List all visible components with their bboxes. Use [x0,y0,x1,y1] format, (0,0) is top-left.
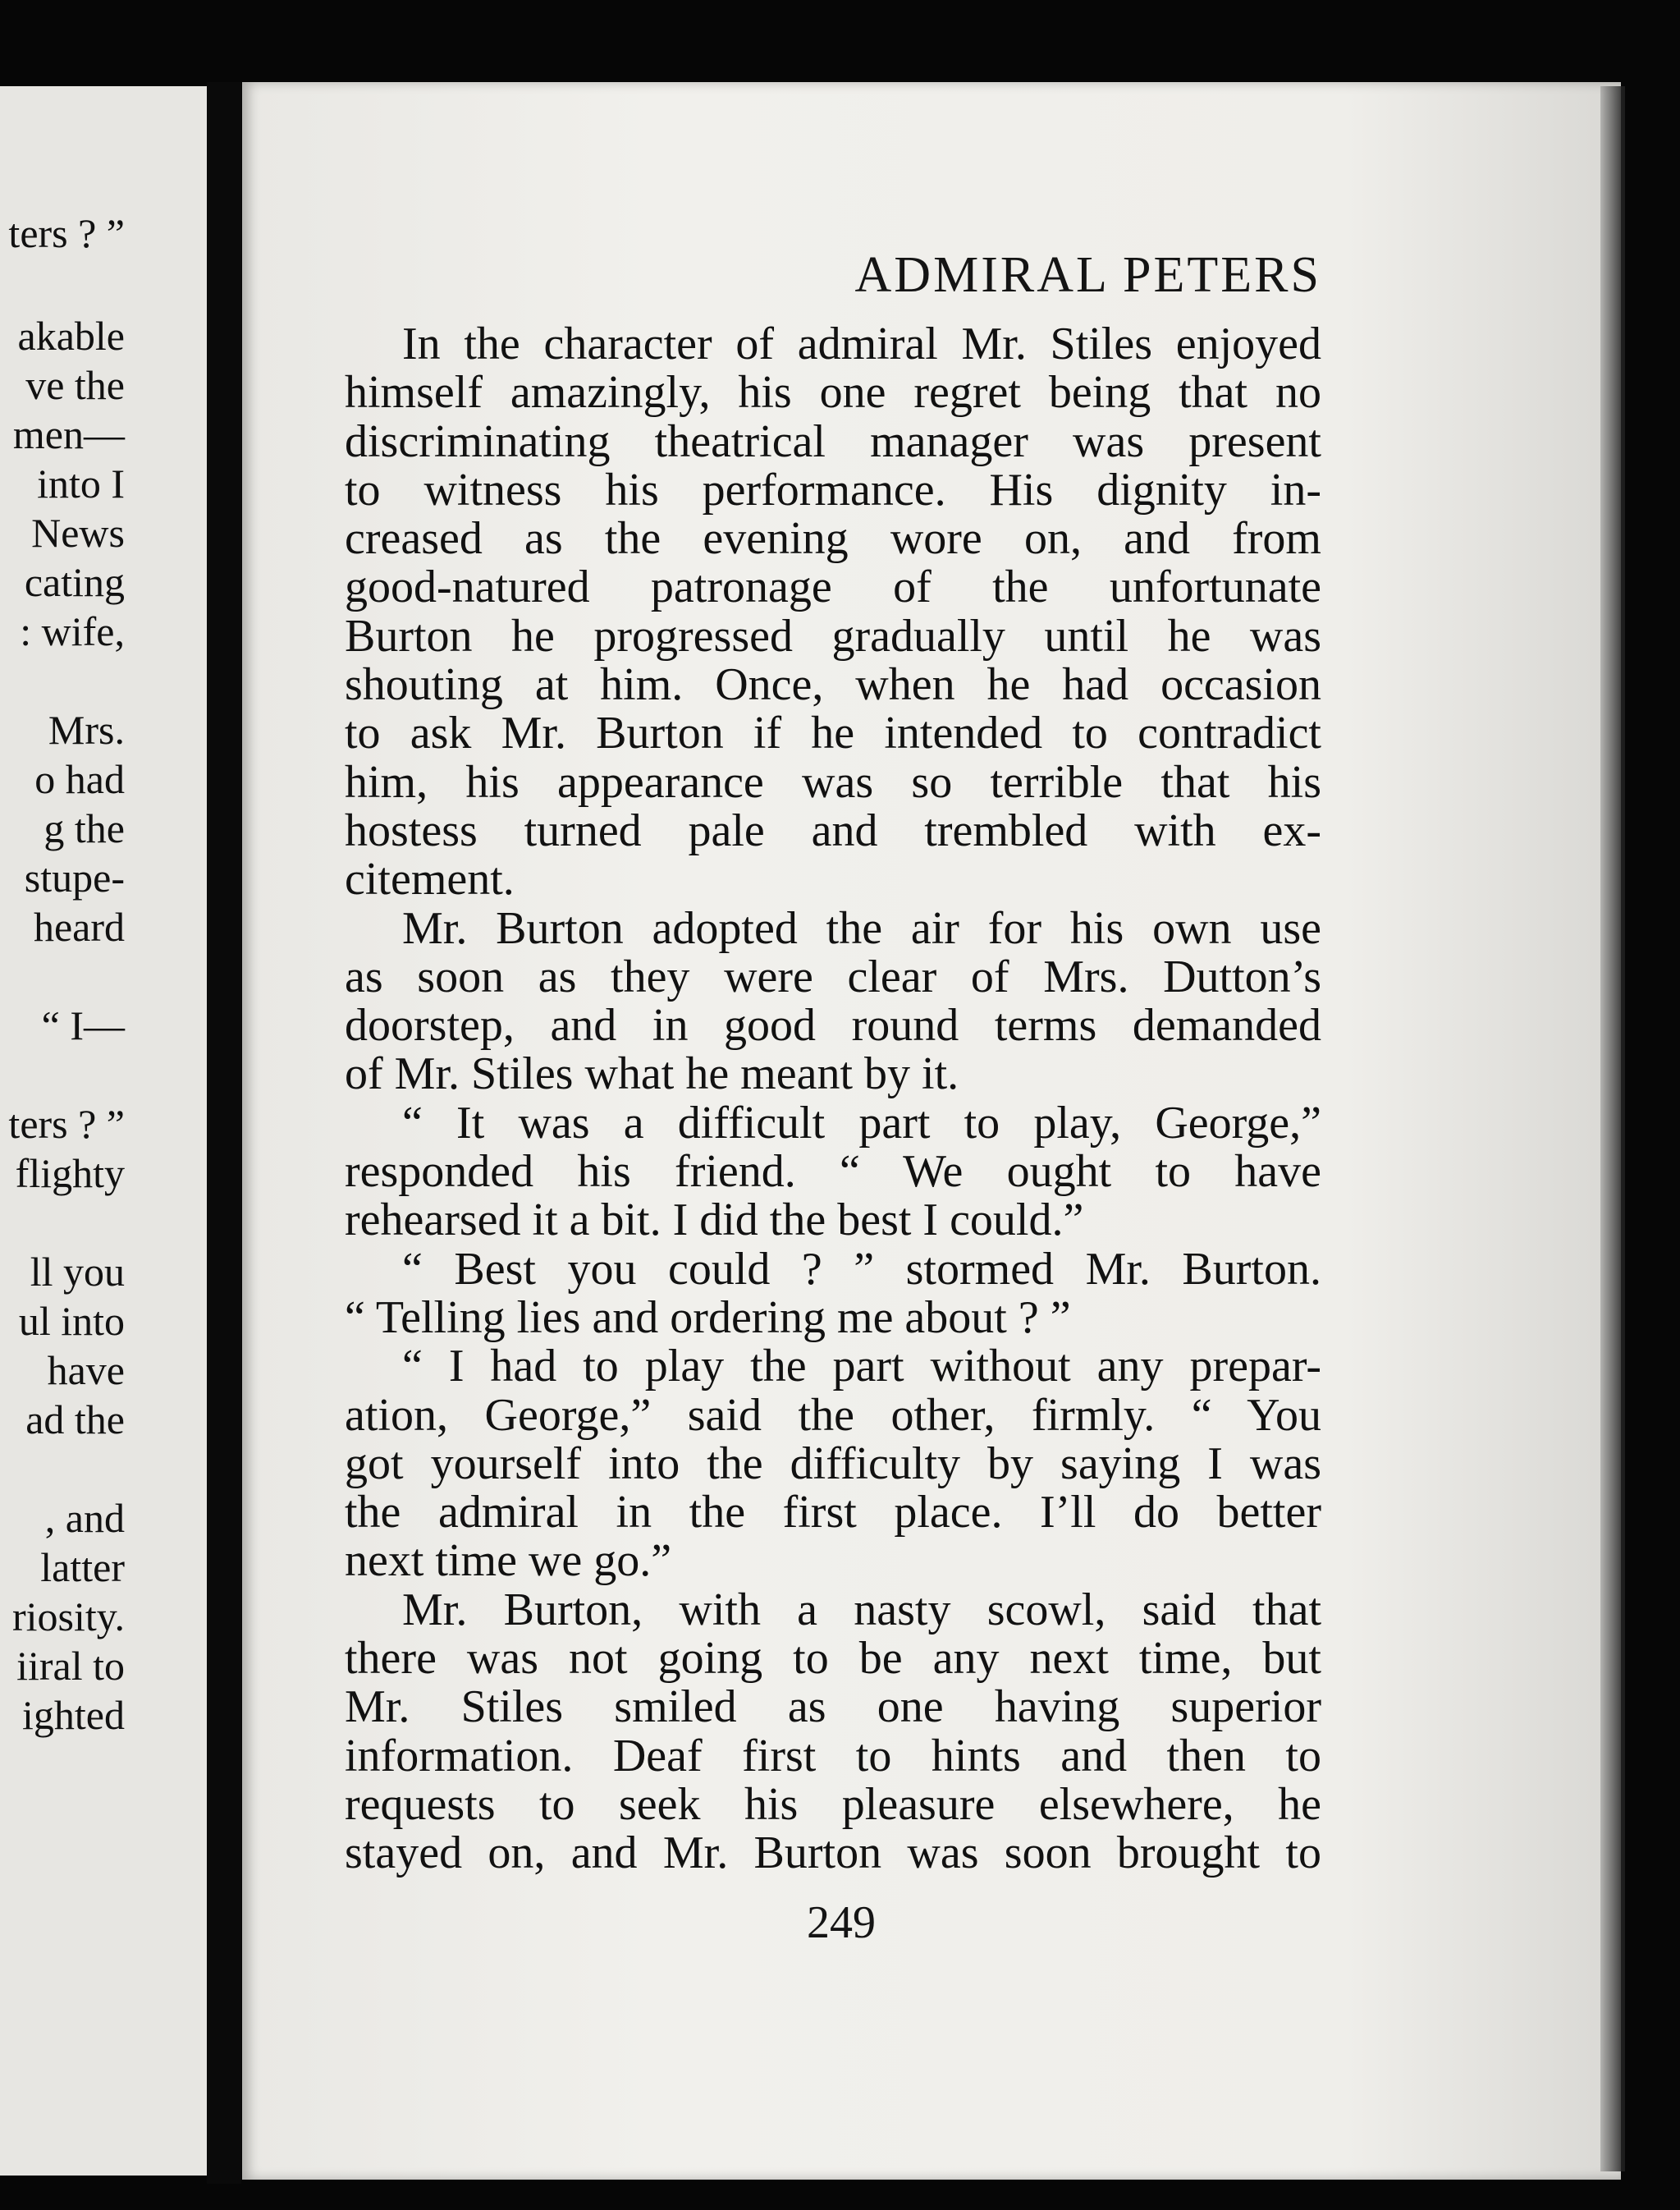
previous-page-line: stupe- [24,855,125,901]
previous-page-line: ve the [25,362,125,408]
text-line: citement. [345,854,515,906]
text-line: to ask Mr. Burton if he intended to contradict [345,708,1321,759]
previous-page-line: ighted [22,1692,125,1738]
previous-page-line: men— [12,411,125,457]
previous-page-line: Mrs. [48,707,125,753]
previous-page-line: akable [17,313,125,359]
previous-page-line: ters ? ” [8,1101,125,1147]
previous-page-line: flighty [15,1150,125,1196]
previous-page-line: heard [33,904,125,950]
text-line: hostess turned pale and trembled with ex- [345,805,1321,856]
text-line: creased as the evening wore on, and from [345,513,1321,565]
previous-page-line: ul into [18,1298,125,1344]
previous-page-line: ters ? ” [8,210,125,256]
page-edge-shadow [1600,86,1625,2171]
previous-page-line: , and [44,1495,125,1541]
previous-page-line: ad the [25,1396,125,1442]
text-line: requests to seek his pleasure elsewhere, he [345,1778,1321,1830]
previous-page-line: latter [40,1544,125,1590]
book-gutter [207,82,241,2184]
previous-page-line: into I [37,461,125,507]
running-head: ADMIRAL PETERS [854,247,1321,303]
text-line: discriminating theatrical manager was present [345,415,1321,467]
text-line: of Mr. Stiles what he meant by it. [345,1048,959,1100]
text-line: information. Deaf first to hints and then to [345,1730,1321,1781]
text-line: doorstep, and in good round terms demanded [345,1000,1321,1052]
text-line: “ Telling lies and ordering me about ? ” [345,1291,1071,1343]
previous-page-fragment [0,86,207,2176]
text-line: there was not going to be any next time, but [345,1633,1321,1685]
text-line: Mr. Stiles smiled as one having superior [345,1681,1321,1733]
text-line: stayed on, and Mr. Burton was soon brought to [345,1827,1321,1879]
text-line: himself amazingly, his one regret being that no [345,367,1321,419]
previous-page-line: have [47,1347,125,1393]
text-line: Burton he progressed gradually until he was [345,610,1321,662]
body-text [345,320,1321,1878]
text-line: him, his appearance was so terrible that his [345,756,1321,808]
page-number: 249 [807,1897,876,1948]
text-line: shouting at him. Once, when he had occasion [345,659,1321,711]
text-line: ation, George,” said the other, firmly. “ You [345,1389,1321,1441]
previous-page-line: o had [34,756,125,802]
text-line: Mr. Burton, with a nasty scowl, said that [402,1584,1321,1635]
text-line: the admiral in the first place. I’ll do better [345,1487,1321,1538]
text-line: In the character of admiral Mr. Stiles enjoyed [402,319,1321,369]
text-line: to witness his performance. His dignity in- [345,464,1321,516]
previous-page-line: riosity. [11,1593,125,1639]
text-line: rehearsed it a bit. I did the best I could.” [345,1194,1084,1246]
previous-page-line: ll you [30,1249,125,1295]
previous-page-line: News [31,510,125,556]
text-line: “ Best you could ? ” stormed Mr. Burton. [402,1243,1321,1295]
previous-page-line: cating [24,559,125,605]
text-line: got yourself into the difficulty by saying I was [345,1437,1321,1489]
previous-page-line: : wife, [20,608,125,654]
text-line: responded his friend. “ We ought to have [345,1146,1321,1198]
text-line: Mr. Burton adopted the air for his own use [402,902,1321,954]
previous-page-line: g the [43,805,125,851]
previous-page-line: “ I— [41,1002,125,1048]
text-line: next time we go.” [345,1535,672,1587]
text-line: as soon as they were clear of Mrs. Dutton’s [345,951,1321,1002]
text-line: “ It was a difficult part to play, George,” [402,1097,1321,1149]
previous-page-line: iiral to [16,1643,125,1689]
text-line: “ I had to play the part without any prepar- [402,1341,1321,1392]
text-line: good-natured patronage of the unfortunate [345,562,1321,613]
